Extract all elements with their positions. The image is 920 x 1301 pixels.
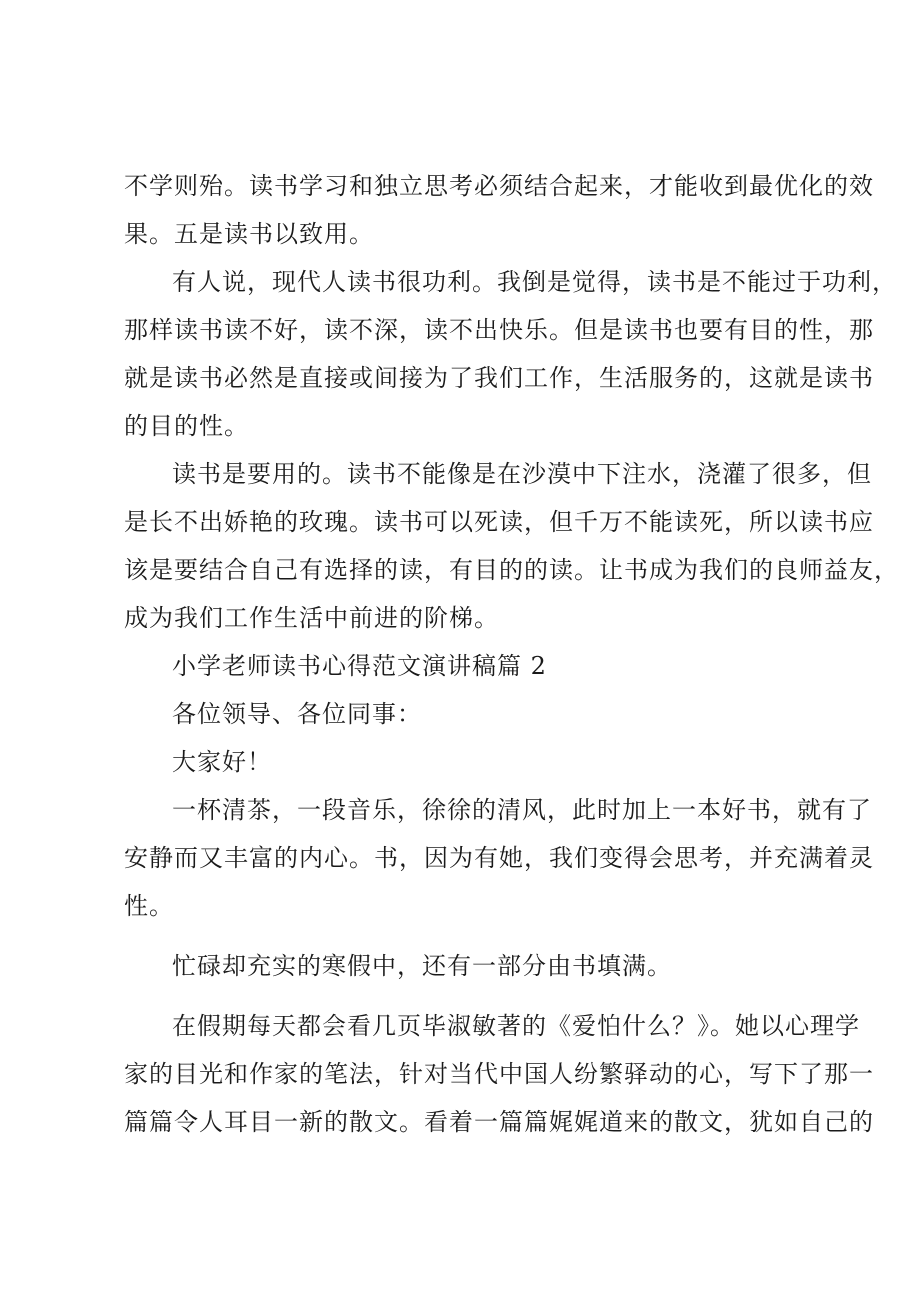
paragraph-line: 该是要结合自己有选择的读，有目的的读。让书成为我们的良师益友，	[124, 556, 899, 584]
paragraph-line: 忙碌却充实的寒假中，还有一部分由书填满。	[172, 952, 672, 980]
paragraph-line: 有人说，现代人读书很功利。我倒是觉得，读书是不能过于功利，	[172, 268, 897, 296]
paragraph-line: 不学则殆。读书学习和独立思考必须结合起来，才能收到最优化的效	[124, 172, 874, 200]
paragraph-line: 性。	[124, 892, 174, 920]
paragraph-line: 是长不出娇艳的玫瑰。读书可以死读，但千万不能读死，所以读书应	[124, 508, 874, 536]
paragraph-line: 的目的性。	[124, 412, 249, 440]
salutation: 各位领导、各位同事：	[172, 700, 422, 728]
paragraph-line: 安静而又丰富的内心。书，因为有她，我们变得会思考，并充满着灵	[124, 844, 874, 872]
paragraph-line: 在假期每天都会看几页毕淑敏著的《爱怕什么？》。她以心理学	[172, 1012, 860, 1040]
paragraph-line: 读书是要用的。读书不能像是在沙漠中下注水，浇灌了很多，但	[172, 460, 872, 488]
paragraph-line: 一杯清茶，一段音乐，徐徐的清风，此时加上一本好书，就有了	[172, 796, 872, 824]
paragraph-line: 篇篇令人耳目一新的散文。看着一篇篇娓娓道来的散文，犹如自己的	[124, 1108, 874, 1136]
paragraph-line: 那样读书读不好，读不深，读不出快乐。但是读书也要有目的性，那	[124, 316, 874, 344]
paragraph-line: 成为我们工作生活中前进的阶梯。	[124, 604, 499, 632]
paragraph-line: 就是读书必然是直接或间接为了我们工作，生活服务的，这就是读书	[124, 364, 874, 392]
paragraph-line: 家的目光和作家的笔法，针对当代中国人纷繁驿动的心，写下了那一	[124, 1060, 874, 1088]
paragraph-line: 果。五是读书以致用。	[124, 220, 374, 248]
greeting: 大家好！	[172, 748, 272, 776]
section-title: 小学老师读书心得范文演讲稿篇 2	[172, 652, 547, 680]
